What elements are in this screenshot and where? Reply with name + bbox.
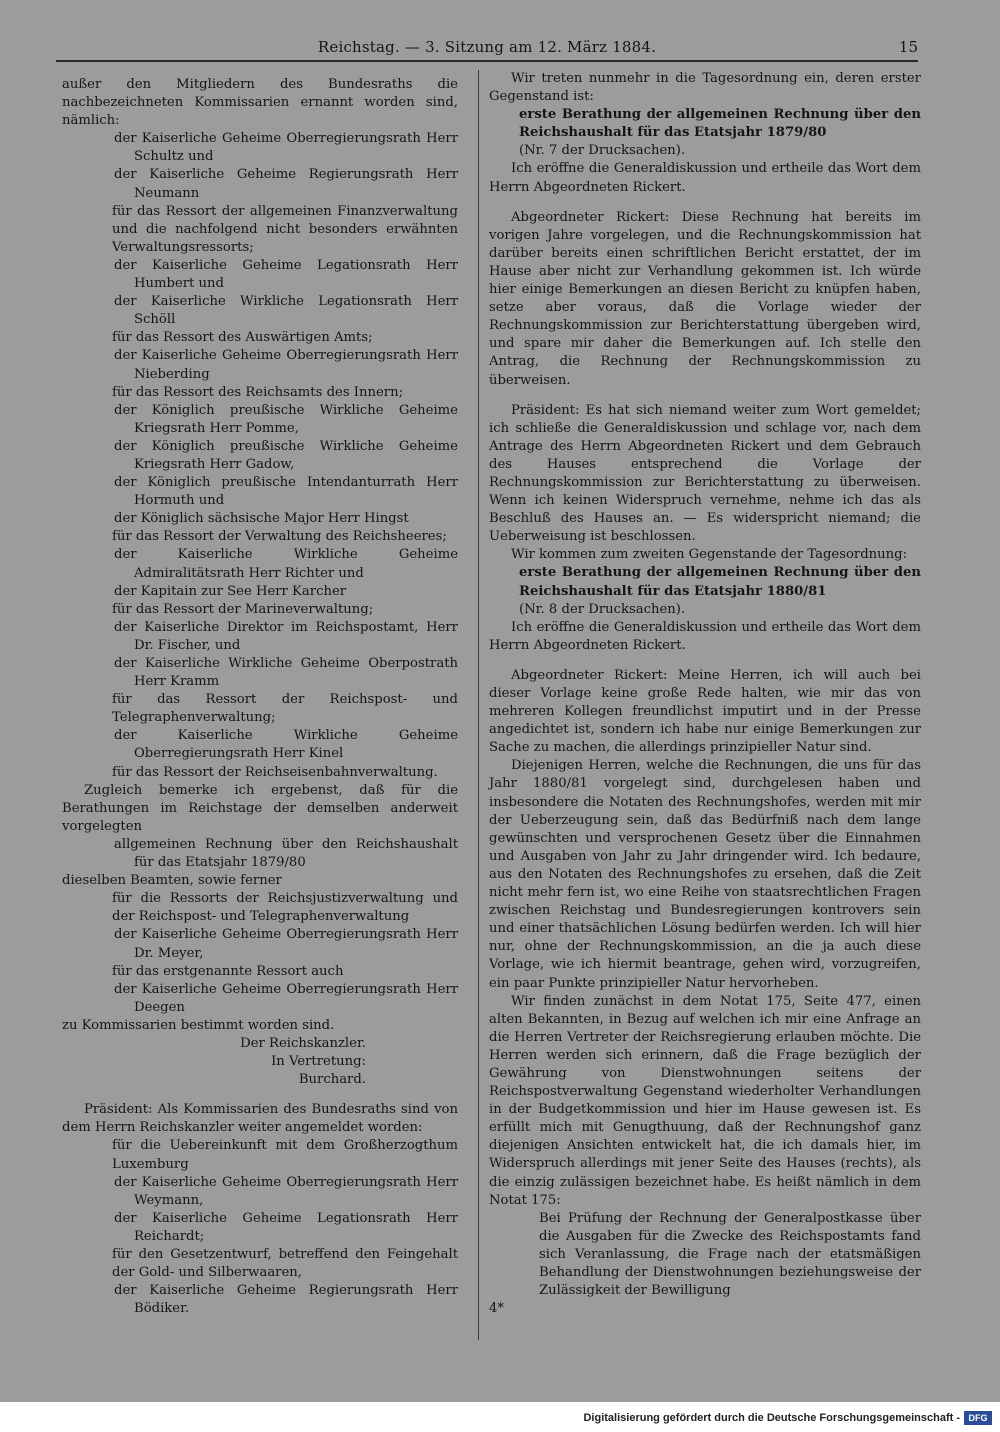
left-paragraph: der Königlich preußische Wirkliche Geheime Kriegsrath Herr Gadow, bbox=[114, 438, 458, 472]
left-paragraph: der Königlich preußische Intendanturrath Herr Hormuth und bbox=[114, 475, 458, 509]
left-paragraph: für das Ressort des Auswärtigen Amts; bbox=[112, 330, 373, 346]
left-column bbox=[62, 76, 458, 1318]
left-paragraph: dieselben Beamten, sowie ferner bbox=[62, 873, 282, 889]
left-paragraph: für die Uebereinkunft mit dem Großherzogthum Luxemburg bbox=[112, 1138, 458, 1172]
left-paragraph: der Kaiserliche Geheime Legationsrath Herr Humbert und bbox=[114, 257, 458, 292]
left-paragraph: der Kaiserliche Wirkliche Geheime Oberregierungsrath Herr Kinel bbox=[114, 728, 458, 762]
left-paragraph: zu Kommissarien bestimmt worden sind. bbox=[62, 1017, 335, 1033]
right-paragraph: Wir kommen zum zweiten Gegenstande der Tagesordnung: bbox=[511, 547, 908, 563]
right-paragraph: Wir finden zunächst in dem Notat 175, Seite 477, einen alten Bekannten, in Bezug auf welchen ich mir eine Anfrage an die Herren Vertreter der Reichsregierung erlauben möchte. Die Herren werden sich erinnern, daß die Frage bezüglich der Gewährung von Dienstwohnungen seitens der Reichspostverwaltung Gegenstand wiederholter Verhandlungen in der Budgetkommission und hier im Hause gewesen ist. Es erfüllt mich mit Genugthuung, daß der Rechnungshof ganz diejenigen Ansichten entwickelt hat, die ich damals hier, im Widerspruch allerdings mit jener Seite des Hauses (rechts), als die einzig zulässigen bezeichnet habe. Es heißt nämlich in dem Notat 175: bbox=[489, 993, 921, 1208]
left-paragraph: Zugleich bemerke ich ergebenst, daß für die Berathungen im Reichstage der demselben anderweit vorgelegten bbox=[62, 782, 458, 834]
left-paragraph: der Königlich preußische Wirkliche Geheime Kriegsrath Herr Pomme, bbox=[114, 402, 458, 436]
left-paragraph: für das Ressort des Reichsamts des Innern; bbox=[112, 384, 404, 400]
right-paragraph: Ich eröffne die Generaldiskussion und ertheile das Wort dem Herrn Abgeordneten Rickert. bbox=[489, 161, 921, 195]
left-paragraph: der Kaiserliche Geheime Oberregierungsrath Herr Schultz und bbox=[114, 131, 458, 165]
left-paragraph: der Kaiserliche Geheime Oberregierungsrath Herr Weymann, bbox=[114, 1174, 458, 1208]
page-number: 15 bbox=[898, 38, 918, 56]
left-paragraph: der Kaiserliche Wirkliche Geheime Admiralitätsrath Herr Richter und bbox=[114, 547, 458, 581]
right-paragraph: erste Berathung der allgemeinen Rechnung über den Reichshaushalt für das Etatsjahr 1879/80 bbox=[519, 107, 921, 141]
right-paragraph: Bei Prüfung der Rechnung der Generalpostkasse über die Ausgaben für die Zwecke des Reichspostamts fand sich Veranlassung, die Frage nach der etatsmäßigen Behandlung der Dienstwohnungen beziehungsweise der Zulässigkeit der Bewilligung bbox=[539, 1210, 921, 1299]
page-footer bbox=[0, 1406, 1000, 1432]
left-paragraph: der Kapitain zur See Herr Karcher bbox=[114, 583, 347, 599]
left-paragraph: für das erstgenannte Ressort auch bbox=[112, 963, 344, 979]
left-paragraph: für den Gesetzentwurf, betreffend den Feingehalt der Gold- und Silberwaaren, bbox=[112, 1247, 458, 1281]
left-paragraph: der Kaiserliche Wirkliche Geheime Oberpostrath Herr Kramm bbox=[114, 656, 458, 690]
right-paragraph: (Nr. 7 der Drucksachen). bbox=[519, 143, 686, 159]
right-spacer bbox=[489, 655, 921, 667]
left-paragraph: Burchard. bbox=[298, 1072, 366, 1088]
left-paragraph: für das Ressort der Reichseisenbahnverwaltung. bbox=[112, 764, 438, 780]
left-paragraph: für das Ressort der allgemeinen Finanzverwaltung und die nachfolgend nicht besonders erwähnten Verwaltungsressorts; bbox=[112, 203, 458, 255]
left-paragraph: Der Reichskanzler. bbox=[240, 1035, 366, 1051]
dfg-logo: DFG bbox=[964, 1411, 992, 1425]
left-paragraph: der Kaiserliche Geheime Oberregierungsrath Herr Nieberding bbox=[114, 348, 458, 382]
left-spacer bbox=[62, 1089, 458, 1101]
right-spacer bbox=[489, 197, 921, 209]
left-paragraph: der Kaiserliche Geheime Legationsrath Herr Reichardt; bbox=[114, 1210, 458, 1244]
right-paragraph: erste Berathung der allgemeinen Rechnung über den Reichshaushalt für das Etatsjahr 1880/81 bbox=[519, 565, 921, 599]
left-paragraph: der Kaiserliche Geheime Oberregierungsrath Herr Deegen bbox=[114, 981, 458, 1015]
right-spacer bbox=[489, 390, 921, 402]
left-paragraph: allgemeinen Rechnung über den Reichshaushalt für das Etatsjahr 1879/80 bbox=[114, 836, 458, 871]
left-paragraph: der Kaiserliche Geheime Regierungsrath Herr Neumann bbox=[114, 167, 458, 201]
right-paragraph: Ich eröffne die Generaldiskussion und ertheile das Wort dem Herrn Abgeordneten Rickert. bbox=[489, 619, 921, 653]
right-paragraph: (Nr. 8 der Drucksachen). bbox=[519, 601, 686, 617]
right-paragraph: Präsident: Es hat sich niemand weiter zum Wort gemeldet; ich schließe die Generaldiskussion und schlage vor, nach dem Antrage des Herrn Abgeordneten Rickert und dem Gebrauch des Hauses entsprechend die Vorlage der Rechnungskommission zur Berichterstattung zu überweisen. Wenn ich keinen Widerspruch vernehme, nehme ich das als Beschluß des Hauses an. — Es widerspricht niemand; die Ueberweisung ist beschlossen. bbox=[489, 402, 921, 545]
left-paragraph: der Kaiserliche Geheime Oberregierungsrath Herr Dr. Meyer, bbox=[114, 927, 458, 961]
left-paragraph: der Kaiserliche Wirkliche Legationsrath Herr Schöll bbox=[114, 294, 458, 328]
right-paragraph: Diejenigen Herren, welche die Rechnungen, die uns für das Jahr 1880/81 vorgelegt sind, durchgelesen haben und insbesondere die Notaten des Rechnungshofes, werden mit mir der Ueberzeugung sein, daß das Bedürfniß nach dem lange gewünschten und versprochenen Gesetz über die Einnahmen und Ausgaben von Jahr zu Jahr dringender wird. Ich bedaure, aus den Notaten des Rechnungshofes zu ersehen, daß die Zeit nicht mehr fern ist, wo eine Reihe von staatsrechtlichen Fragen zwischen Reichstag und Bundesregierungen kontrovers sein und einer thatsächlichen Lösung bedürfen werden. Ich will hier nur, ohne der Rechnungskommission, an die ja auch diese Vorlage, wie ich hiermit beantrage, gehen wird, vorzugreifen, ein paar Punkte prinzipieller Natur hervorheben. bbox=[489, 758, 921, 991]
left-paragraph: Präsident: Als Kommissarien des Bundesraths sind von dem Herrn Reichskanzler weiter angemeldet worden: bbox=[62, 1102, 458, 1136]
left-paragraph: der Königlich sächsische Major Herr Hingst bbox=[114, 511, 409, 527]
left-paragraph: für das Ressort der Verwaltung des Reichsheeres; bbox=[112, 529, 447, 545]
signature-mark: 4* bbox=[489, 1301, 504, 1317]
right-column bbox=[478, 70, 921, 1340]
left-paragraph: der Kaiserliche Geheime Regierungsrath Herr Bödiker. bbox=[114, 1283, 458, 1317]
left-paragraph: In Vertretung: bbox=[271, 1054, 366, 1070]
right-paragraph: Abgeordneter Rickert: Meine Herren, ich will auch bei dieser Vorlage keine große Rede halten, wie mir das von mehreren Kollegen freundlichst imputirt und in der Presse angedichtet ist, sondern ich habe nur einige Bemerkungen zur Sache zu machen, die allerdings prinzipieller Natur sind. bbox=[489, 667, 921, 756]
dfg-credit: Digitalisierung gefördert durch die Deutsche Forschungsgemeinschaft - bbox=[583, 1412, 960, 1424]
right-paragraph: Wir treten nunmehr in die Tagesordnung ein, deren erster Gegenstand ist: bbox=[489, 71, 921, 105]
right-paragraph: Abgeordneter Rickert: Diese Rechnung hat bereits im vorigen Jahre vorgelegen, und die Rechnungskommission hat darüber bereits einen schriftlichen Bericht erstattet, der im Hause aber nicht zur Verhandlung gekommen ist. Ich würde hier einige Bemerkungen an diesen Bericht zu knüpfen haben, setze aber voraus, daß die Vorlage wieder der Rechnungskommission zur Berichterstattung übergeben wird, und spare mir daher die Bemerkungen auf. Ich stelle den Antrag, die Rechnung der Rechnungskommission zu überweisen. bbox=[489, 209, 921, 388]
left-paragraph: für das Ressort der Marineverwaltung; bbox=[112, 601, 374, 617]
left-paragraph: der Kaiserliche Direktor im Reichspostamt, Herr Dr. Fischer, und bbox=[114, 619, 458, 653]
left-paragraph: für das Ressort der Reichspost- und Telegraphenverwaltung; bbox=[112, 692, 458, 726]
left-paragraph: für die Ressorts der Reichsjustizverwaltung und der Reichspost- und Telegraphenverwaltung bbox=[112, 891, 458, 925]
page-header bbox=[56, 34, 918, 62]
left-paragraph: außer den Mitgliedern des Bundesraths die nachbezeichneten Kommissarien ernannt worden sind, nämlich: bbox=[62, 77, 458, 129]
header-title: Reichstag. — 3. Sitzung am 12. März 1884. bbox=[317, 38, 657, 56]
